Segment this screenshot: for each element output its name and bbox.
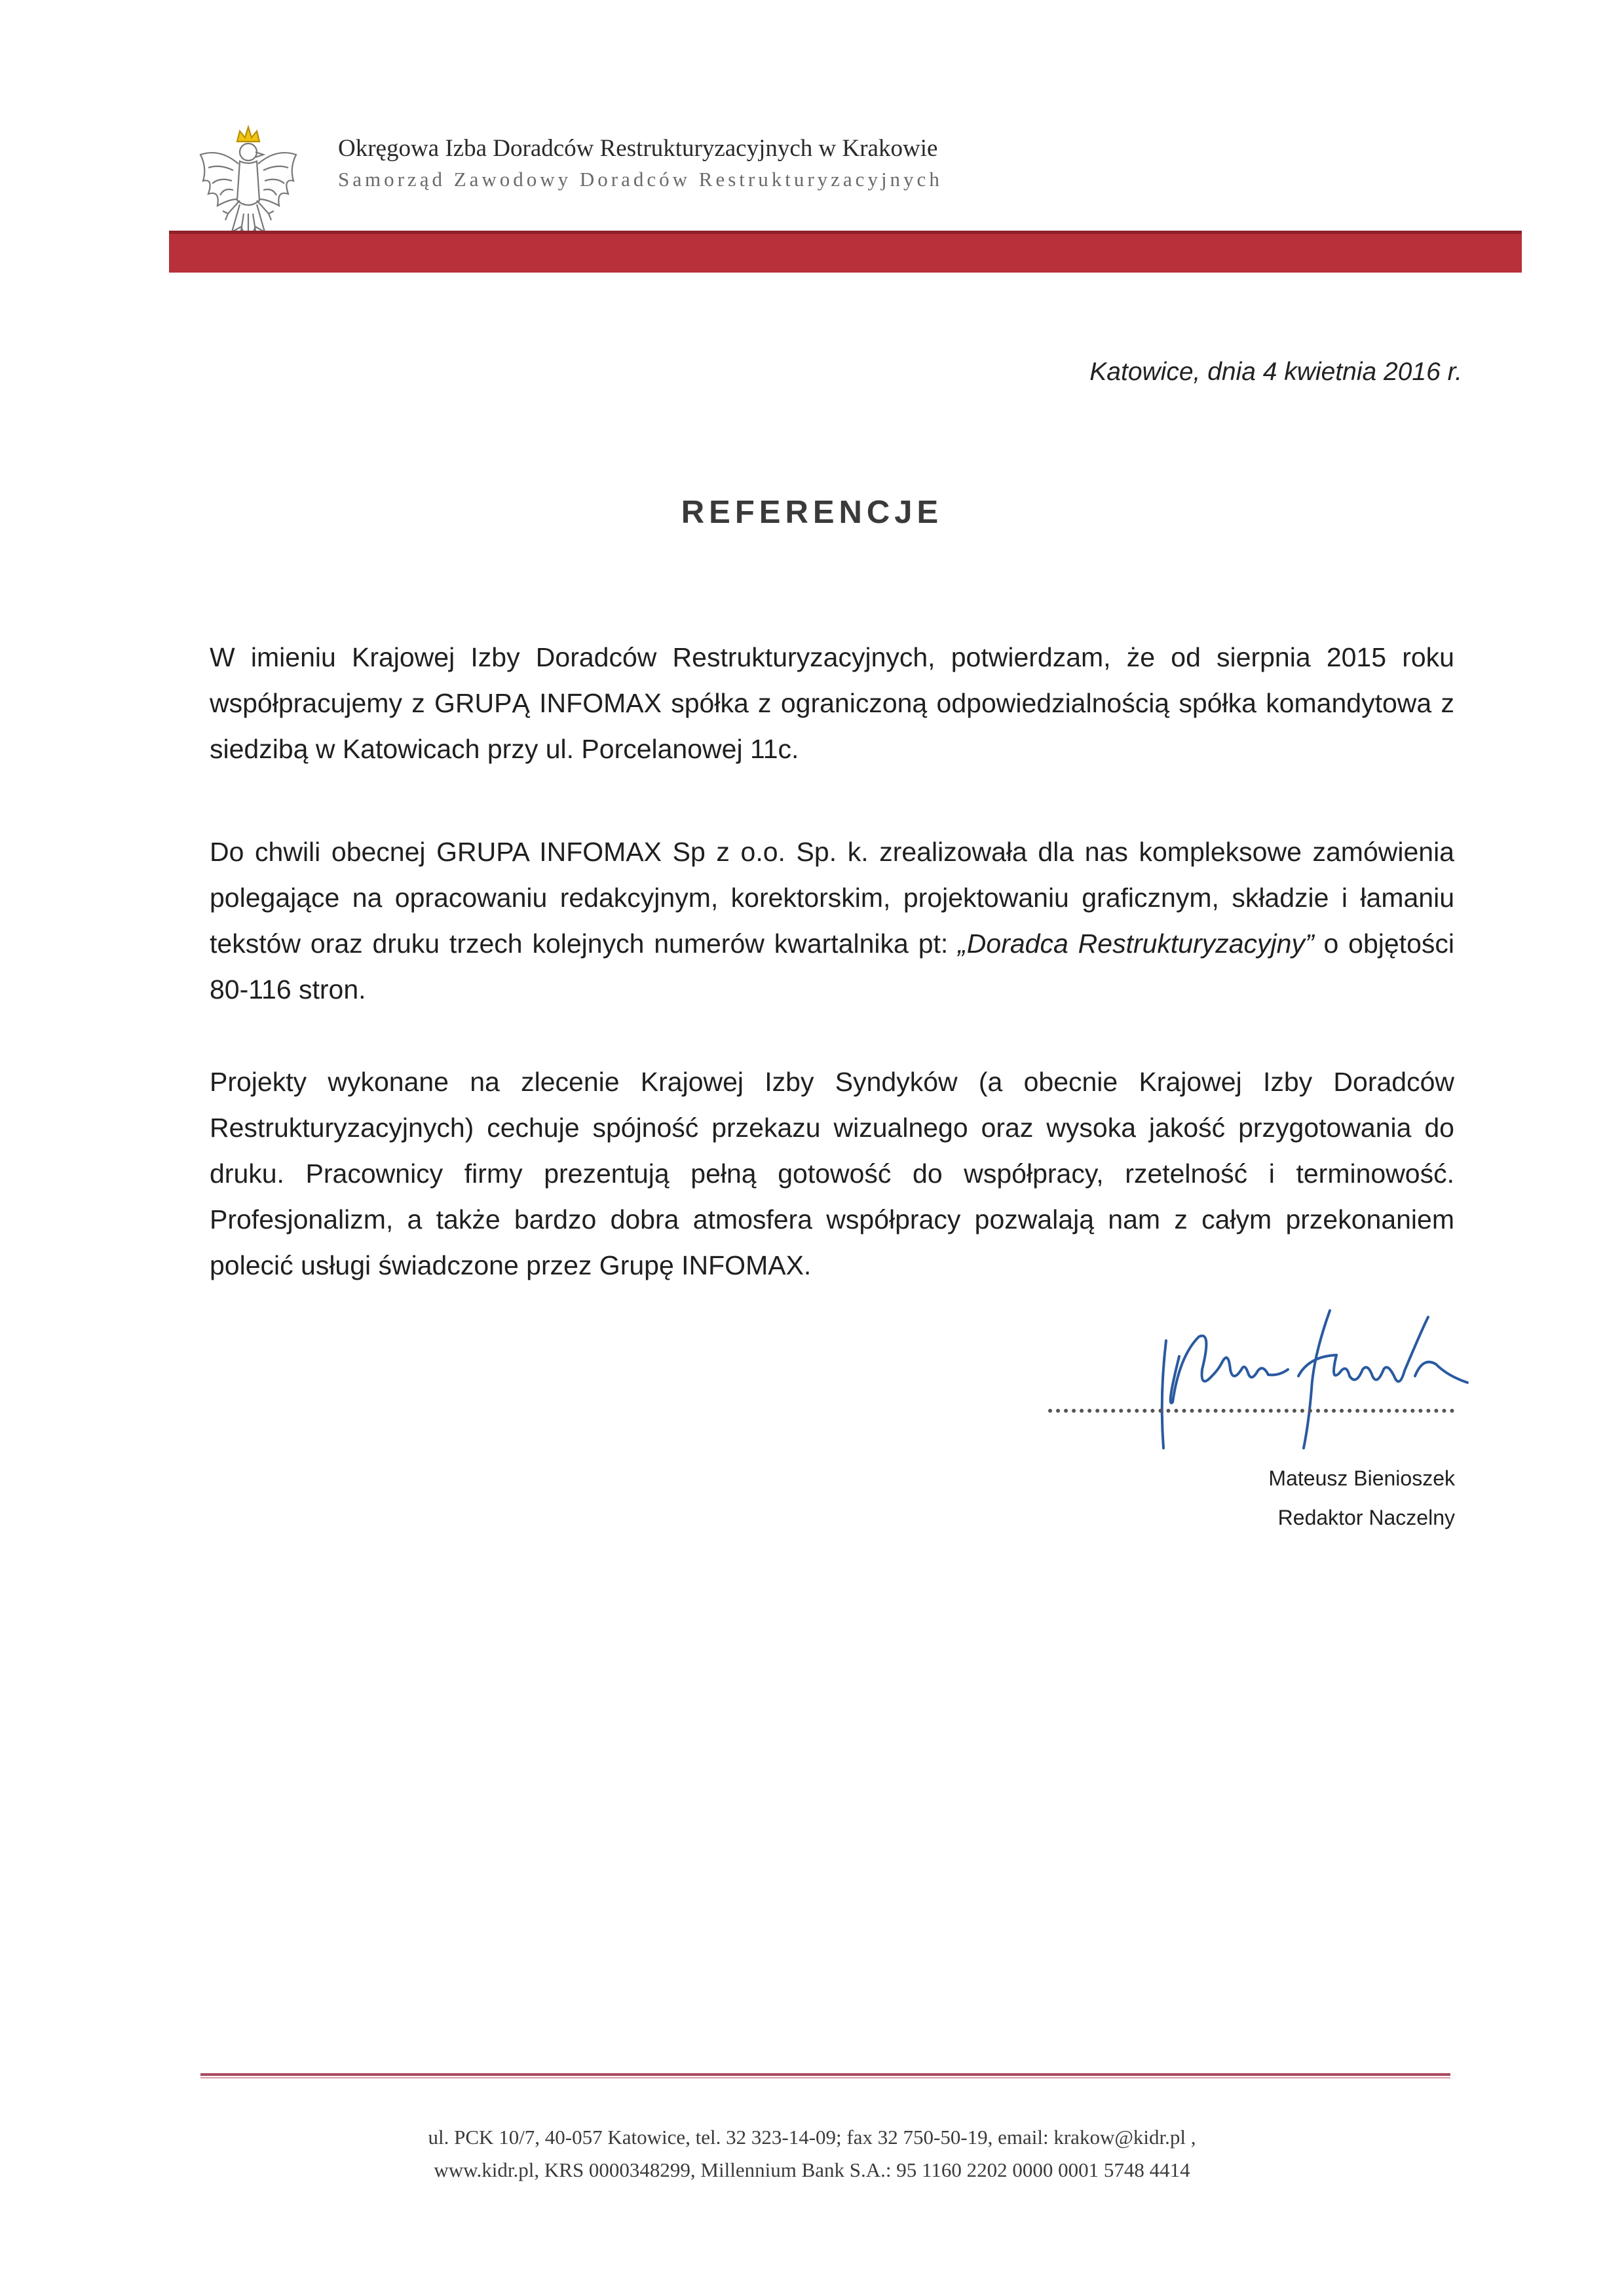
paragraph-3: Projekty wykonane na zlecenie Krajowej Izby Syndyków (a obecnie Krajowej Izby Doradców Restrukturyzacyjnych) cechuje spójność przekazu wizualnego oraz wysoka jakość przygotowania do druku. Pracownicy firmy prezentują pełną gotowość do współpracy, rzetelność i terminowość. Profesjonalizm, a także bardzo dobra atmosfera współpracy pozwalają nam z całym przekonaniem polecić usługi świadczone przez Grupę INFOMAX. xyxy=(210,1067,1454,1280)
footer-rule-shadow xyxy=(200,2077,1450,2078)
paragraph-2 xyxy=(210,829,1454,1012)
paragraph-1: W imieniu Krajowej Izby Doradców Restrukturyzacyjnych, potwierdzam, że od sierpnia 2015 roku współpracujemy z GRUPĄ INFOMAX spółka z ograniczoną odpowiedzialnością spółka komandytowa z siedzibą w Katowicach przy ul. Porcelanowej 11c. xyxy=(210,642,1454,764)
organization-name: Okręgowa Izba Doradców Restrukturyzacyjnych w Krakowie xyxy=(338,135,938,162)
document-title: REFERENCJE xyxy=(681,495,943,530)
header-band xyxy=(169,231,1522,273)
signature-dotted-line xyxy=(1048,1409,1454,1413)
footer-registry: www.kidr.pl, KRS 0000348299, Millennium Bank S.A.: 95 1160 2202 0000 0001 5748 4414 xyxy=(434,2158,1190,2181)
signer-role: Redaktor Naczelny xyxy=(1277,1506,1455,1529)
header-band-edge xyxy=(169,231,1522,234)
signer-name: Mateusz Bienioszek xyxy=(1268,1466,1455,1490)
organization-subtitle: Samorząd Zawodowy Doradców Restrukturyzacyjnych xyxy=(338,168,943,191)
date-line: Katowice, dnia 4 kwietnia 2016 r. xyxy=(1089,358,1462,386)
paragraph-2-text: Do chwili obecnej GRUPA INFOMAX Sp z o.o. Sp. k. zrealizowała dla nas kompleksowe zamówienia polegające na opracowaniu redakcyjnym, korektorskim, projektowaniu graficznym, składzie i łamaniu tekstów oraz druku trzech kolejnych numerów kwartalnika pt: xyxy=(210,837,1454,959)
footer-rule xyxy=(200,2073,1450,2076)
handwritten-signature xyxy=(1140,1278,1494,1474)
footer-address: ul. PCK 10/7, 40-057 Katowice, tel. 32 323-14-09; fax 32 750-50-19, email: krakow@kidr.pl , xyxy=(428,2126,1196,2149)
magazine-title: „Doradca Restrukturyzacyjny” xyxy=(958,928,1314,959)
paragraph-2-text-end: o objętości 80-116 stron. xyxy=(210,928,1454,1004)
